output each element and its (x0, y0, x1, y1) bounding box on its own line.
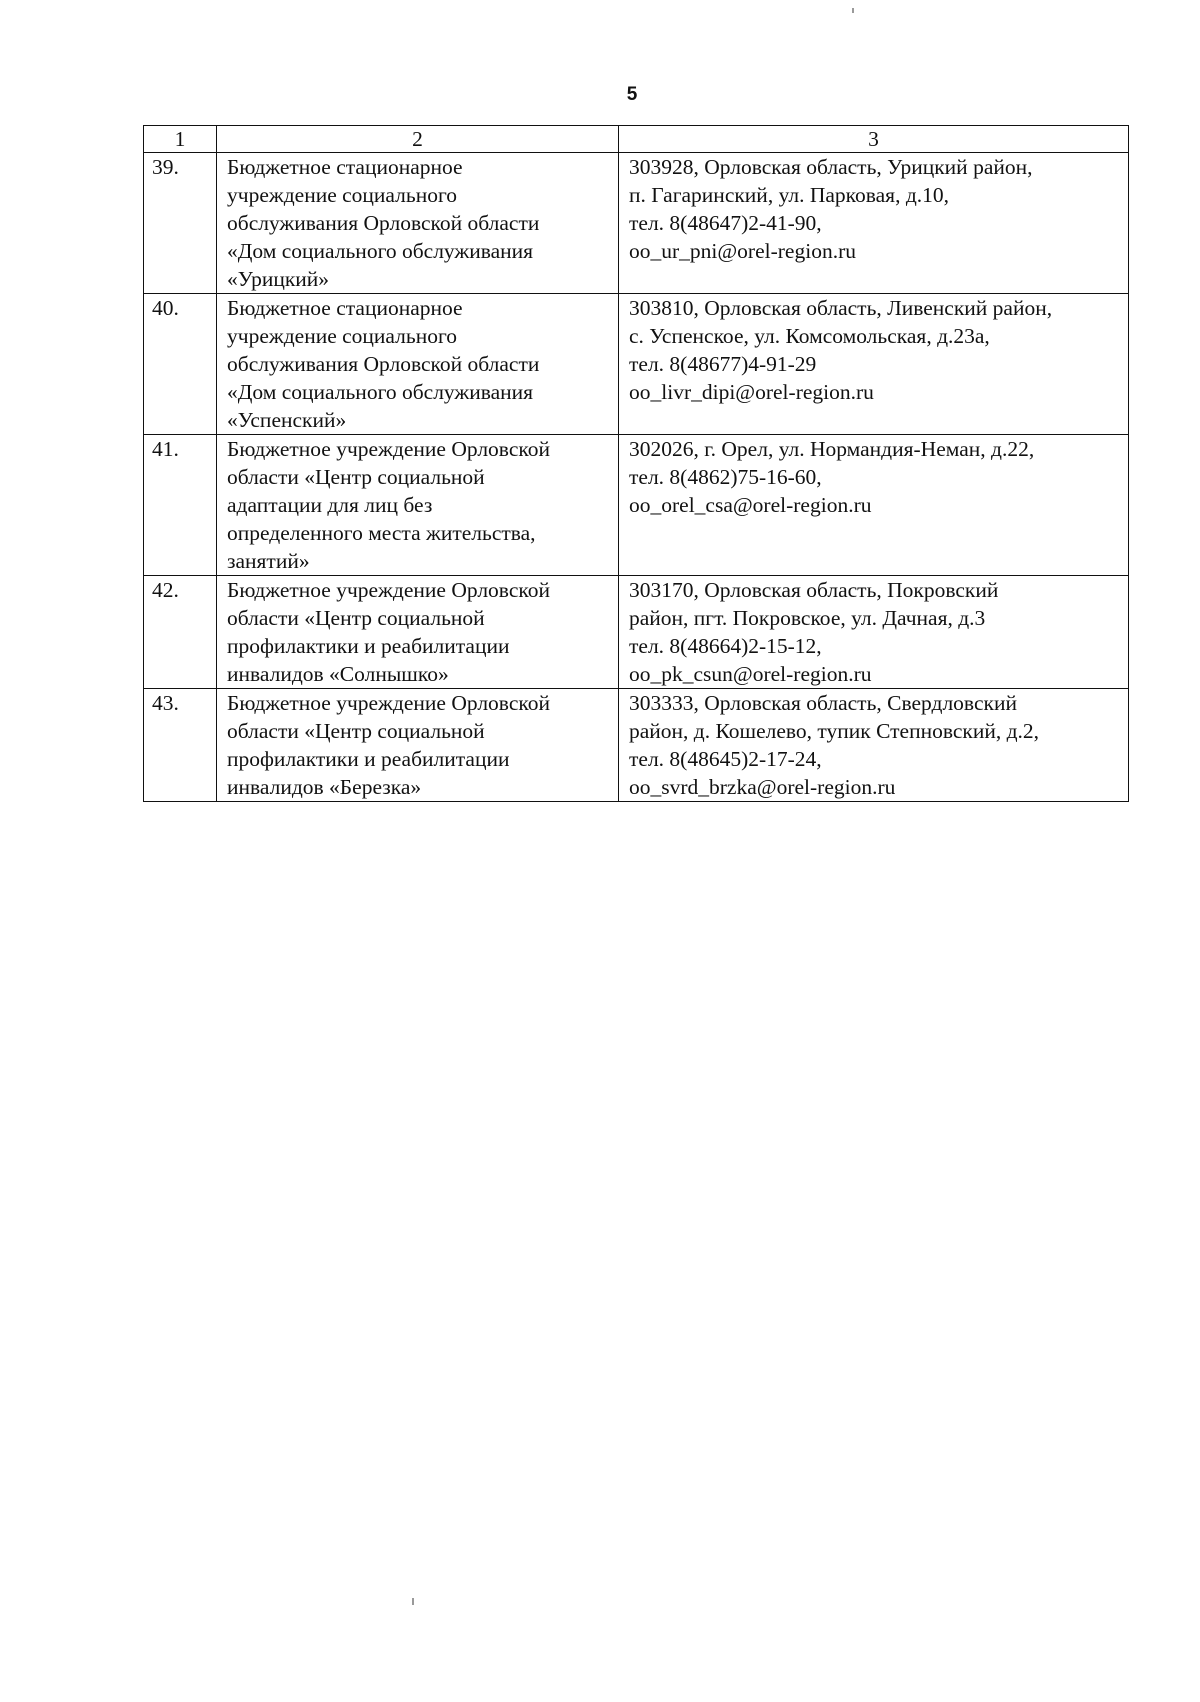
table-row (144, 689, 1129, 802)
address-line: oo_svrd_brzka@orel-region.ru (629, 775, 896, 799)
institution-name-line: «Урицкий» (227, 267, 330, 291)
column-header-number: 1 (144, 126, 217, 153)
institution-address (619, 153, 1129, 294)
address-line: 303928, Орловская область, Урицкий район, (629, 155, 1033, 179)
table-row (144, 294, 1129, 435)
institution-address (619, 435, 1129, 576)
institution-name-line: Бюджетное учреждение Орловской (227, 437, 550, 461)
institution-name-line: обслуживания Орловской области (227, 211, 540, 235)
institution-name-line: Бюджетное учреждение Орловской (227, 578, 550, 602)
institution-name (217, 689, 619, 802)
address-line: тел. 8(48645)2-17-24, (629, 747, 822, 771)
institutions-table (143, 125, 1129, 802)
address-line: с. Успенское, ул. Комсомольская, д.23а, (629, 324, 990, 348)
institution-address (619, 689, 1129, 802)
address-line: oo_ur_pni@orel-region.ru (629, 239, 856, 263)
institution-name-line: профилактики и реабилитации (227, 747, 510, 771)
address-line: 302026, г. Орел, ул. Нормандия-Неман, д.22, (629, 437, 1035, 461)
table-body (144, 153, 1129, 802)
institution-name-line: учреждение социального (227, 183, 457, 207)
row-number: 40. (144, 294, 217, 435)
institution-name-line: определенного места жительства, (227, 521, 536, 545)
institution-name (217, 153, 619, 294)
address-line: 303333, Орловская область, Свердловский (629, 691, 1017, 715)
address-line: oo_orel_csa@orel-region.ru (629, 493, 872, 517)
institution-name-line: области «Центр социальной (227, 465, 485, 489)
institution-name-line: инвалидов «Солнышко» (227, 662, 449, 686)
address-line: тел. 8(48677)4-91-29 (629, 352, 817, 376)
address-line: тел. 8(48664)2-15-12, (629, 634, 822, 658)
institution-name-line: «Дом социального обслуживания (227, 380, 534, 404)
institution-name-line: области «Центр социальной (227, 719, 485, 743)
address-line: oo_pk_csun@orel-region.ru (629, 662, 872, 686)
institution-name (217, 435, 619, 576)
table-row (144, 435, 1129, 576)
address-line: район, д. Кошелево, тупик Степновский, д.2, (629, 719, 1040, 743)
address-line: 303810, Орловская область, Ливенский район, (629, 296, 1053, 320)
address-line: тел. 8(4862)75-16-60, (629, 465, 822, 489)
table-header-row (144, 126, 1129, 153)
address-line: oo_livr_dipi@orel-region.ru (629, 380, 874, 404)
institution-address (619, 294, 1129, 435)
table-row (144, 153, 1129, 294)
institution-name-line: Бюджетное стационарное (227, 296, 463, 320)
page-number: 5 (626, 84, 638, 105)
address-line: тел. 8(48647)2-41-90, (629, 211, 822, 235)
scan-speck (412, 1598, 414, 1605)
institution-name (217, 576, 619, 689)
address-line: район, пгт. Покровское, ул. Дачная, д.3 (629, 606, 986, 630)
row-number: 43. (144, 689, 217, 802)
institution-name-line: инвалидов «Березка» (227, 775, 422, 799)
column-header-institution: 2 (217, 126, 619, 153)
institution-name-line: профилактики и реабилитации (227, 634, 510, 658)
institution-name-line: «Дом социального обслуживания (227, 239, 534, 263)
scan-speck (852, 8, 854, 13)
institution-name-line: Бюджетное учреждение Орловской (227, 691, 550, 715)
institution-name-line: учреждение социального (227, 324, 457, 348)
institution-name-line: «Успенский» (227, 408, 347, 432)
column-header-address: 3 (619, 126, 1129, 153)
row-number: 42. (144, 576, 217, 689)
institution-name-line: области «Центр социальной (227, 606, 485, 630)
table-row (144, 576, 1129, 689)
institution-name-line: Бюджетное стационарное (227, 155, 463, 179)
row-number: 39. (144, 153, 217, 294)
institution-name-line: обслуживания Орловской области (227, 352, 540, 376)
institution-name-line: занятий» (227, 549, 310, 573)
row-number: 41. (144, 435, 217, 576)
institution-address (619, 576, 1129, 689)
address-line: 303170, Орловская область, Покровский (629, 578, 999, 602)
institution-name-line: адаптации для лиц без (227, 493, 433, 517)
institution-name (217, 294, 619, 435)
address-line: п. Гагаринский, ул. Парковая, д.10, (629, 183, 950, 207)
